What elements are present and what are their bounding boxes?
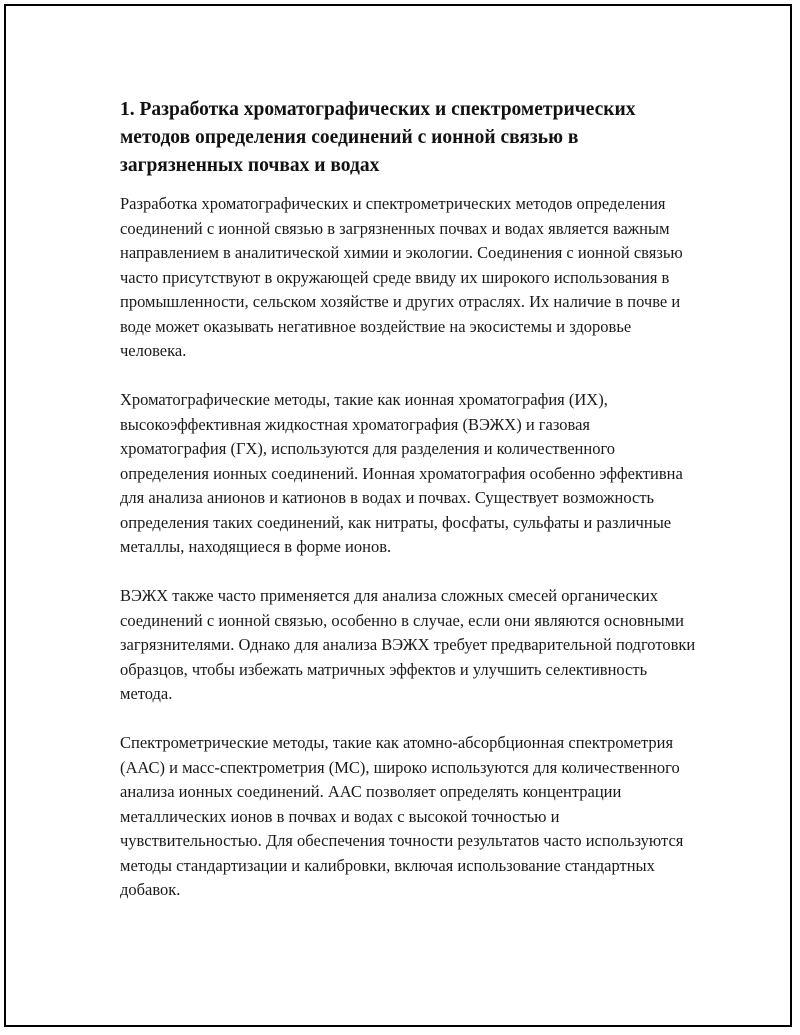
document-page <box>4 4 792 1027</box>
paragraph-spectrometry: Спектрометрические методы, такие как атомно-абсорбционная спектрометрия (ААС) и масс-спектрометрия (МС), широко используются для количественного анализа ионных соединений. ААС позволяет определять концентрации металлических ионов в почвах и водах с высокой точностью и чувствительностью. Для обеспечения точности результатов часто используются методы стандартизации и калибровки, включая использование стандартных добавок. <box>120 733 684 899</box>
section-heading: 1. Разработка хроматографических и спектрометрических методов определения соединений с ионной связью в загрязненных почвах и водах <box>120 99 636 176</box>
paragraph-hplc: ВЭЖХ также часто применяется для анализа сложных смесей органических соединений с ионной связью, особенно в случае, если они являются основными загрязнителями. Однако для анализа ВЭЖХ требует предварительной подготовки образцов, чтобы избежать матричных эффектов и улучшить селективность метода. <box>120 586 696 703</box>
paragraph-chromatography: Хроматографические методы, такие как ионная хроматография (ИХ), высокоэффективная жидкостная хроматография (ВЭЖХ) и газовая хроматография (ГХ), используются для разделения и количественного определения ионных соединений. Ионная хроматография особенно эффективна для анализа анионов и катионов в водах и почвах. Существует возможность определения таких соединений, как нитраты, фосфаты, сульфаты и различные металлы, находящиеся в форме ионов. <box>120 390 683 556</box>
paragraph-intro: Разработка хроматографических и спектрометрических методов определения соединений с ионной связью в загрязненных почвах и водах является важным направлением в аналитической химии и экологии. Соединения с ионной связью часто присутствуют в окружающей среде ввиду их широкого использования в промышленности, сельском хозяйстве и других отраслях. Их наличие в почве и воде может оказывать негативное воздействие на экосистемы и здоровье человека. <box>120 194 683 360</box>
document-content <box>120 96 700 927</box>
